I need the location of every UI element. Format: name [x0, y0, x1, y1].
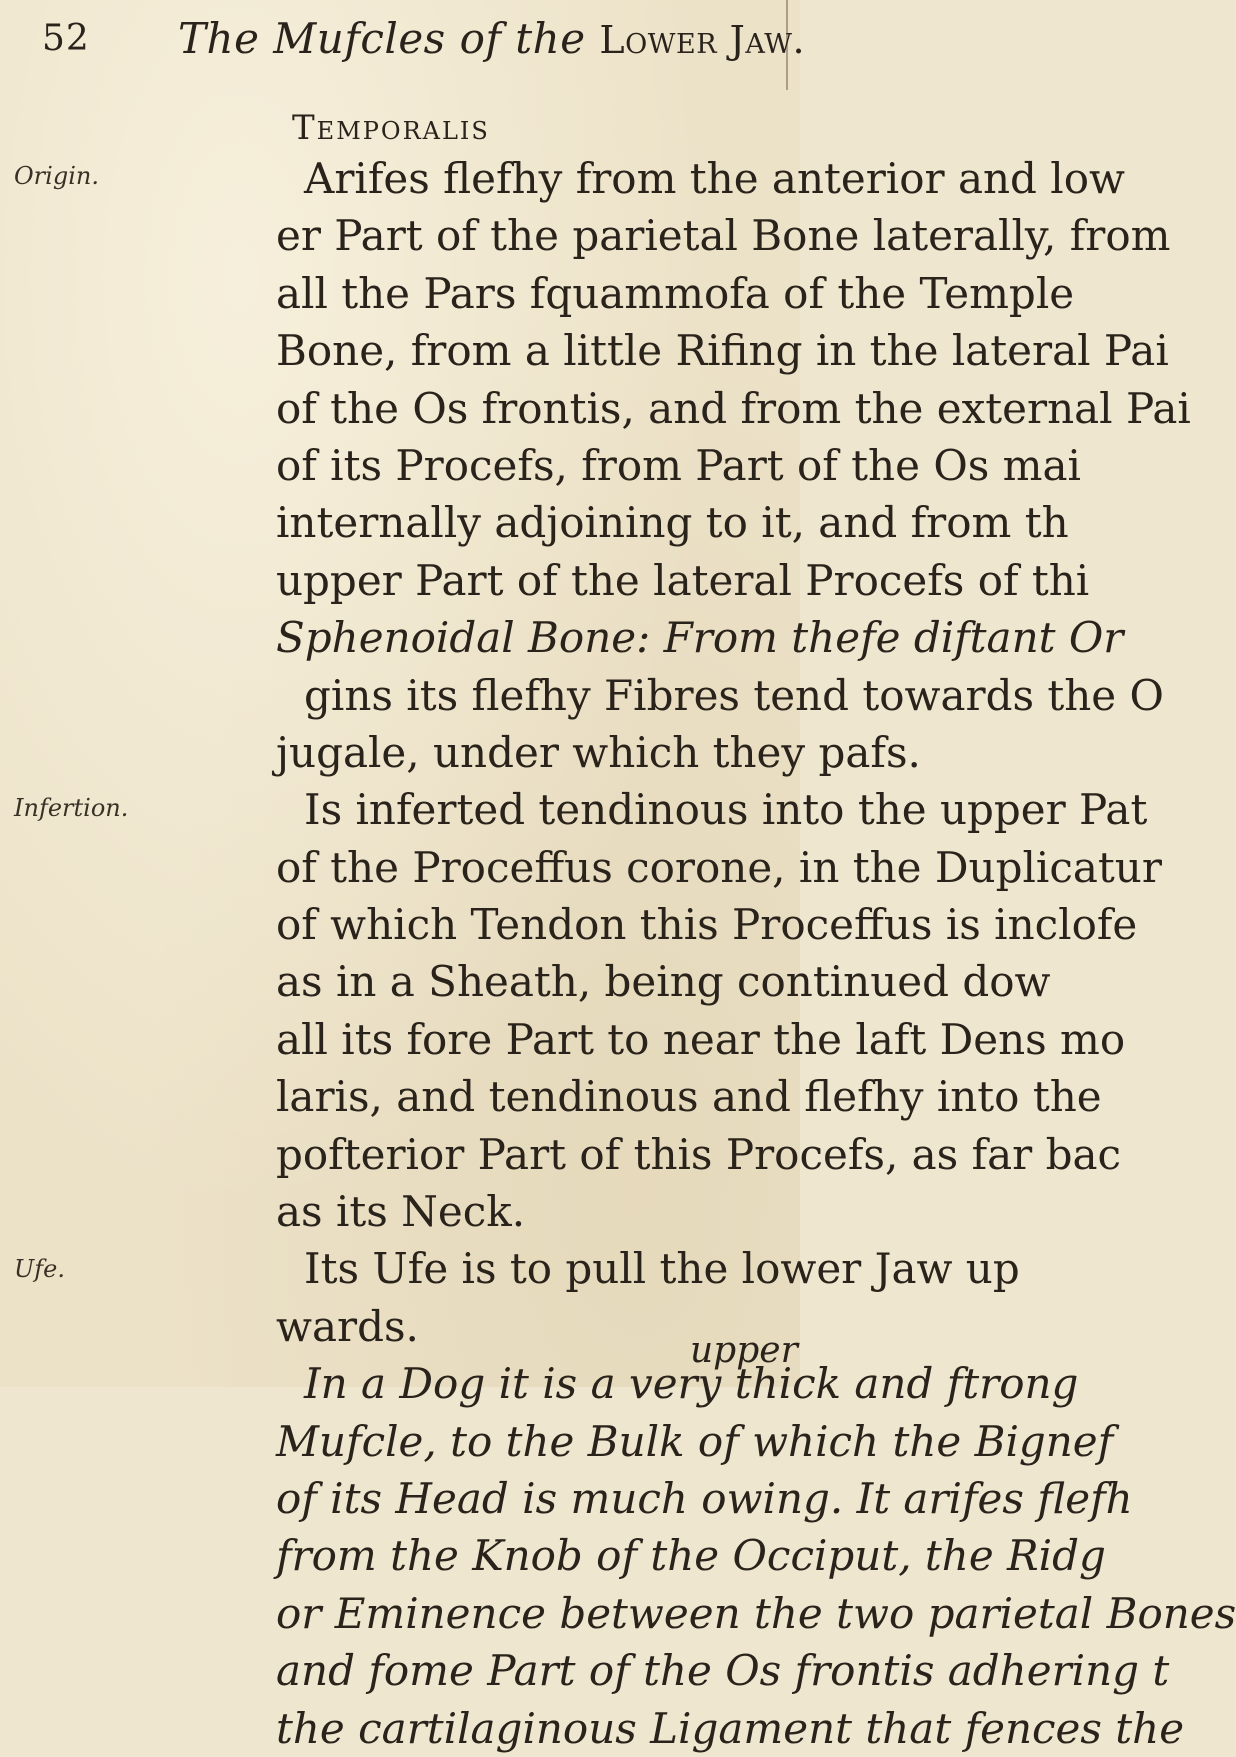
- text-line: or Eminence between the two parietal Bones: [276, 1588, 1236, 1638]
- text-line: Mufcle, to the Bulk of which the Bignef: [276, 1416, 1114, 1466]
- text-line: Is inferted tendinous into the upper Pat: [304, 785, 1148, 835]
- text-line: all its fore Part to near the laft Dens mo: [276, 1014, 1126, 1064]
- margin-label-use: Ufe.: [14, 1255, 65, 1283]
- text-line: as in a Sheath, being continued dow: [276, 957, 1051, 1007]
- catchword: upper: [690, 1330, 798, 1371]
- text-line: and fome Part of the Os frontis adhering t: [276, 1646, 1170, 1696]
- text-line: internally adjoining to it, and from th: [276, 498, 1069, 548]
- text-line: all the Pars fquammofa of the Temple: [276, 268, 1075, 318]
- text-line: of the Os frontis, and from the external Pai: [276, 383, 1191, 433]
- text-line: of the Proceffus corone, in the Duplicatur: [276, 842, 1162, 892]
- margin-label-insertion: Infertion.: [14, 794, 129, 822]
- text-line: laris, and tendinous and flefhy into the: [276, 1072, 1102, 1122]
- running-head-prefix: The Mufcles of the: [178, 14, 600, 63]
- text-line: from the Knob of the Occiput, the Ridg: [276, 1531, 1106, 1581]
- text-line: gins its flefhy Fibres tend towards the O: [304, 670, 1164, 720]
- text-line: of its Head is much owing. It arifes flefh: [276, 1473, 1133, 1523]
- text-line: In a Dog it is a very thick and ftrong: [304, 1359, 1079, 1409]
- text-line: Sphenoidal Bone: From thefe diftant Or: [276, 613, 1124, 663]
- text-line: jugale, under which they pafs.: [276, 727, 921, 777]
- margin-label-origin: Origin.: [14, 162, 99, 190]
- text-line: Arifes flefhy from the anterior and low: [304, 154, 1125, 203]
- text-line: er Part of the parietal Bone laterally, from: [276, 211, 1171, 261]
- text-line: wards.: [276, 1301, 419, 1351]
- body-text: [276, 150, 1236, 1757]
- text-line: Its Ufe is to pull the lower Jaw up: [304, 1244, 1020, 1294]
- text-line: of which Tendon this Proceffus is inclofe: [276, 900, 1138, 950]
- text-line: Bone, from a little Rifing in the lateral Pai: [276, 326, 1169, 376]
- text-line: upper Part of the lateral Procefs of thi: [276, 555, 1090, 605]
- running-head-smallcaps: Lower Jaw.: [599, 18, 806, 62]
- page-number: 52: [42, 18, 90, 59]
- text-line: as its Neck.: [276, 1187, 526, 1237]
- page-header: [0, 10, 806, 80]
- text-line: pofterior Part of this Procefs, as far bac: [276, 1129, 1122, 1179]
- text-line: of its Procefs, from Part of the Os mai: [276, 440, 1081, 490]
- section-title: Temporalis: [292, 108, 490, 148]
- running-head: [178, 14, 805, 63]
- text-line: the cartilaginous Ligament that fences the: [276, 1703, 1185, 1753]
